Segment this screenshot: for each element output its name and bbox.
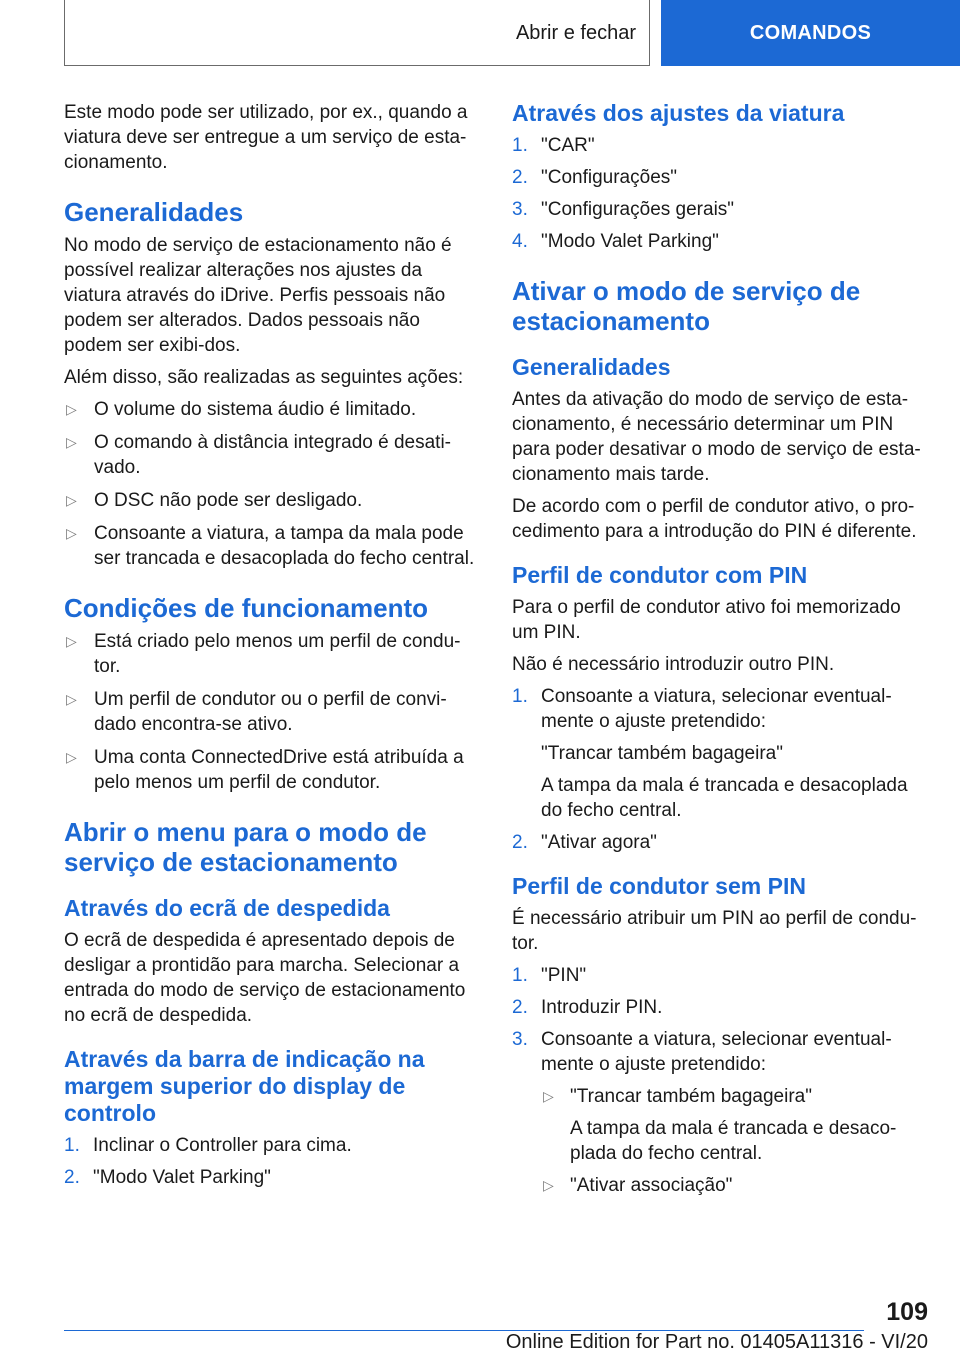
heading-farewell-screen: Através do ecrã de despedida (64, 895, 390, 921)
list-item: 1. "PIN" (512, 965, 587, 986)
with-pin-steps (512, 684, 926, 855)
triangle-bullet-icon: ▷ (543, 1088, 554, 1104)
list-item: ▷ "Trancar também bagageira" A tampa da mala é trancada e desaco-plada do fecho central. (543, 1086, 897, 1164)
intro-paragraph: Este modo pode ser utilizado, por ex., quando a viatura deve ser entregue a um serviço de esta-cionamento. (64, 102, 468, 173)
list-item: 2. "Configurações" (512, 167, 678, 188)
triangle-bullet-icon: ▷ (66, 691, 77, 707)
list-item: ▷ "Ativar associação" (543, 1175, 733, 1196)
heading-status-bar: Através da barra de indicação na margem superior do display de controlo (64, 1046, 425, 1126)
paragraph-with-pin-2: Não é necessário introduzir outro PIN. (512, 654, 835, 675)
settings-steps (512, 133, 926, 254)
list-item: 1. "CAR" (512, 135, 595, 156)
list-item: ▷ Está criado pelo menos um perfil de condu-tor. (66, 631, 461, 677)
list-item: ▷ O comando à distância integrado é desati-vado. (66, 432, 451, 478)
triangle-bullet-icon: ▷ (66, 401, 77, 417)
without-pin-options (541, 1084, 926, 1198)
paragraph-generalidades-1: Antes da ativação do modo de serviço de esta-cionamento, é necessário determinar um PIN para poder desativar o modo de serviço de esta-cionamento mais tarde. (512, 389, 921, 485)
conditions-list (64, 629, 478, 795)
without-pin-steps (512, 963, 926, 1198)
footer-edition: Online Edition for Part no. 01405A11316 - VI/20 (505, 1331, 928, 1353)
paragraph-without-pin: É necessário atribuir um PIN ao perfil de condu-tor. (512, 908, 917, 954)
list-item: ▷ Consoante a viatura, a tampa da mala pode ser trancada e desacoplada do fecho central. (66, 523, 475, 569)
left-column (64, 100, 478, 1197)
right-column (512, 100, 926, 1205)
list-item: 3. Consoante a viatura, selecionar eventual-mente o ajuste pretendido: ▷ "Trancar também bagageira" A tampa da mala é trancada e desaco-plada do fecho central. ▷ "Ativar associação" (512, 1027, 926, 1198)
heading-without-pin: Perfil de condutor sem PIN (512, 873, 806, 899)
status-bar-steps (64, 1133, 478, 1190)
page-number: 109 (886, 1298, 928, 1326)
actions-list (64, 397, 478, 571)
triangle-bullet-icon: ▷ (66, 633, 77, 649)
chapter-tab: COMANDOS (661, 0, 960, 66)
paragraph-generalidades: No modo de serviço de estacionamento não é possível realizar alterações nos ajustes da viatura através do iDrive. Perfis pessoais não podem ser alterados. Dados pessoais não podem ser exibi-dos. (64, 235, 452, 356)
section-title: Abrir e fechar (515, 21, 636, 44)
heading-open-menu: Abrir o menu para o modo de serviço de estacionamento (64, 817, 427, 877)
page-header (64, 0, 960, 66)
heading-with-pin: Perfil de condutor com PIN (512, 562, 808, 588)
triangle-bullet-icon: ▷ (66, 525, 77, 541)
list-item: 3. "Configurações gerais" (512, 199, 735, 220)
list-item: 2. "Modo Valet Parking" (64, 1167, 271, 1188)
list-item: ▷ O DSC não pode ser desligado. (66, 490, 363, 511)
heading-vehicle-settings: Através dos ajustes da viatura (512, 100, 845, 126)
triangle-bullet-icon: ▷ (66, 434, 77, 450)
list-item: 4. "Modo Valet Parking" (512, 231, 719, 252)
list-item: ▷ O volume do sistema áudio é limitado. (66, 399, 417, 420)
triangle-bullet-icon: ▷ (66, 492, 77, 508)
heading-conditions: Condições de funcionamento (64, 593, 429, 623)
list-item: 2. Introduzir PIN. (512, 997, 663, 1018)
paragraph-actions-intro: Além disso, são realizadas as seguintes ações: (64, 367, 464, 388)
triangle-bullet-icon: ▷ (543, 1177, 554, 1193)
list-item: 1. Inclinar o Controller para cima. (64, 1135, 352, 1156)
list-item: ▷ Um perfil de condutor ou o perfil de convi-dado encontra-se ativo. (66, 689, 447, 735)
heading-generalidades: Generalidades (64, 197, 244, 227)
paragraph-with-pin-1: Para o perfil de condutor ativo foi memorizado um PIN. (512, 597, 901, 643)
list-item: 2. "Ativar agora" (512, 832, 657, 853)
triangle-bullet-icon: ▷ (66, 749, 77, 765)
heading-activate: Ativar o modo de serviço de estacionamento (512, 276, 861, 336)
paragraph-generalidades-2: De acordo com o perfil de condutor ativo, o pro-cedimento para a introdução do PIN é diferente. (512, 496, 917, 542)
paragraph-farewell: O ecrã de despedida é apresentado depois de desligar a prontidão para marcha. Selecionar a entrada do modo de serviço de estacionamento no ecrã de despedida. (64, 930, 466, 1026)
list-item: 1. Consoante a viatura, selecionar eventual-mente o ajuste pretendido: "Trancar também bagageira" A tampa da mala é trancada e desacoplada do fecho central. (512, 686, 908, 821)
heading-generalidades-2: Generalidades (512, 354, 671, 380)
list-item: ▷ Uma conta ConnectedDrive está atribuída a pelo menos um perfil de condutor. (66, 747, 464, 793)
